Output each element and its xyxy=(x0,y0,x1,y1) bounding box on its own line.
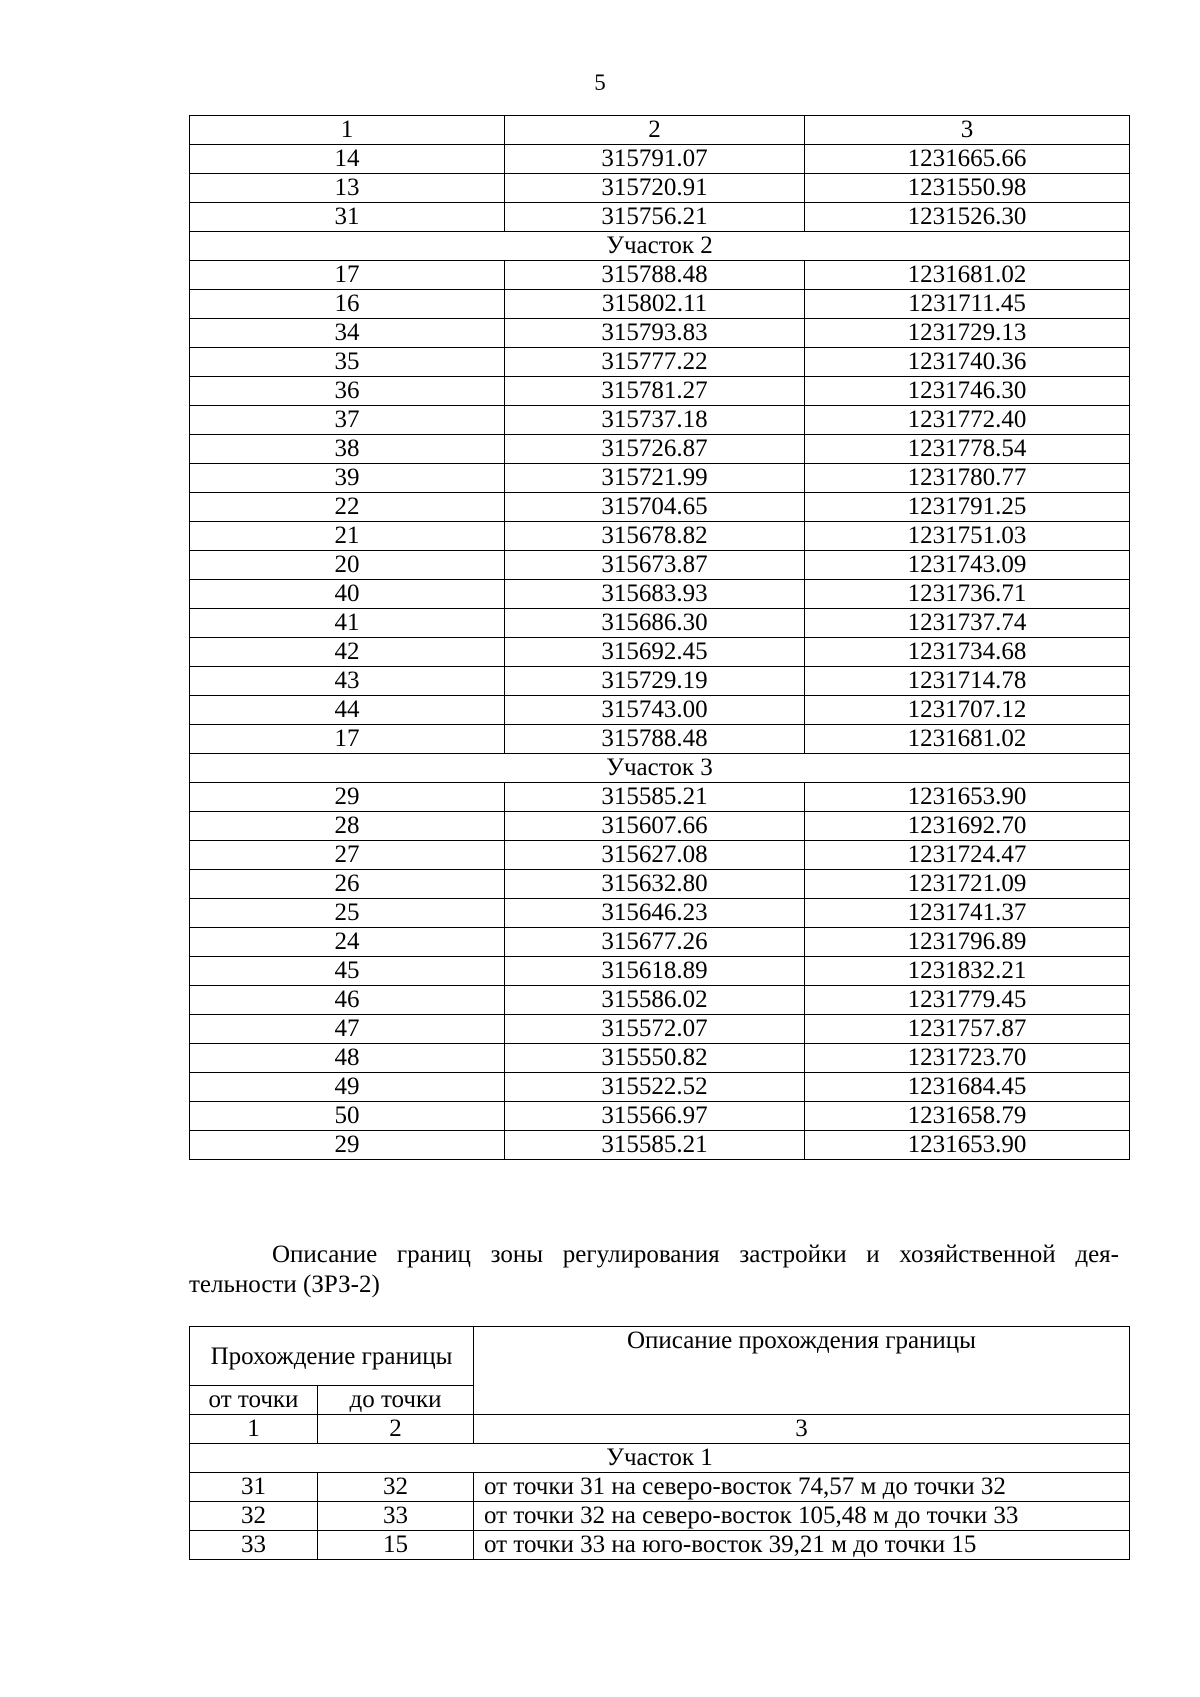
x-coordinate: 315777.22 xyxy=(505,348,805,377)
y-coordinate: 1231550.98 xyxy=(805,174,1130,203)
coordinates-header-row xyxy=(190,116,1130,145)
point-number: 22 xyxy=(190,493,505,522)
y-coordinate: 1231757.87 xyxy=(805,1015,1130,1044)
point-number: 14 xyxy=(190,145,505,174)
y-coordinate: 1231734.68 xyxy=(805,638,1130,667)
table-row xyxy=(190,348,1130,377)
table-row xyxy=(190,899,1130,928)
table-row xyxy=(190,638,1130,667)
table-row xyxy=(190,580,1130,609)
border-section-row xyxy=(190,1444,1130,1473)
point-number: 40 xyxy=(190,580,505,609)
section-label: Участок 1 xyxy=(190,1444,1130,1473)
coordinates-table xyxy=(189,115,1130,1160)
table-row xyxy=(190,783,1130,812)
y-coordinate: 1231736.71 xyxy=(805,580,1130,609)
description: от точки 33 на юго-восток 39,21 м до точки 15 xyxy=(474,1531,1130,1560)
y-coordinate: 1231721.09 xyxy=(805,870,1130,899)
y-coordinate: 1231751.03 xyxy=(805,522,1130,551)
x-coordinate: 315572.07 xyxy=(505,1015,805,1044)
coord-header-col-1: 1 xyxy=(190,116,505,145)
x-coordinate: 315586.02 xyxy=(505,986,805,1015)
y-coordinate: 1231741.37 xyxy=(805,899,1130,928)
point-number: 13 xyxy=(190,174,505,203)
zone-description-paragraph xyxy=(189,1240,1119,1300)
x-coordinate: 315692.45 xyxy=(505,638,805,667)
table-row xyxy=(190,725,1130,754)
point-number: 21 xyxy=(190,522,505,551)
table-row xyxy=(190,435,1130,464)
table-row xyxy=(190,290,1130,319)
y-coordinate: 1231681.02 xyxy=(805,725,1130,754)
y-coordinate: 1231779.45 xyxy=(805,986,1130,1015)
table-row xyxy=(190,319,1130,348)
x-coordinate: 315802.11 xyxy=(505,290,805,319)
y-coordinate: 1231714.78 xyxy=(805,667,1130,696)
y-coordinate: 1231832.21 xyxy=(805,957,1130,986)
y-coordinate: 1231653.90 xyxy=(805,1131,1130,1160)
border-colnum-row xyxy=(190,1415,1130,1444)
y-coordinate: 1231740.36 xyxy=(805,348,1130,377)
y-coordinate: 1231658.79 xyxy=(805,1102,1130,1131)
x-coordinate: 315788.48 xyxy=(505,261,805,290)
y-coordinate: 1231778.54 xyxy=(805,435,1130,464)
x-coordinate: 315673.87 xyxy=(505,551,805,580)
point-number: 17 xyxy=(190,261,505,290)
from-point: 31 xyxy=(190,1473,318,1502)
colnum-3: 3 xyxy=(474,1415,1130,1444)
x-coordinate: 315566.97 xyxy=(505,1102,805,1131)
section-row xyxy=(190,232,1130,261)
y-coordinate: 1231729.13 xyxy=(805,319,1130,348)
table-row xyxy=(190,667,1130,696)
x-coordinate: 315721.99 xyxy=(505,464,805,493)
table-row xyxy=(190,609,1130,638)
x-coordinate: 315646.23 xyxy=(505,899,805,928)
point-number: 43 xyxy=(190,667,505,696)
x-coordinate: 315607.66 xyxy=(505,812,805,841)
point-number: 37 xyxy=(190,406,505,435)
point-number: 16 xyxy=(190,290,505,319)
table-row xyxy=(190,1531,1130,1560)
table-row xyxy=(190,1044,1130,1073)
x-coordinate: 315743.00 xyxy=(505,696,805,725)
to-point: 33 xyxy=(318,1502,474,1531)
table-row xyxy=(190,377,1130,406)
point-number: 46 xyxy=(190,986,505,1015)
x-coordinate: 315793.83 xyxy=(505,319,805,348)
table-row xyxy=(190,145,1130,174)
coord-header-col-2: 2 xyxy=(505,116,805,145)
point-number: 26 xyxy=(190,870,505,899)
x-coordinate: 315618.89 xyxy=(505,957,805,986)
y-coordinate: 1231681.02 xyxy=(805,261,1130,290)
coord-header-col-3: 3 xyxy=(805,116,1130,145)
colnum-2: 2 xyxy=(318,1415,474,1444)
y-coordinate: 1231724.47 xyxy=(805,841,1130,870)
x-coordinate: 315729.19 xyxy=(505,667,805,696)
y-coordinate: 1231772.40 xyxy=(805,406,1130,435)
x-coordinate: 315632.80 xyxy=(505,870,805,899)
header-description: Описание прохождения границы xyxy=(474,1327,1130,1415)
x-coordinate: 315686.30 xyxy=(505,609,805,638)
table-row xyxy=(190,957,1130,986)
point-number: 17 xyxy=(190,725,505,754)
y-coordinate: 1231743.09 xyxy=(805,551,1130,580)
point-number: 28 xyxy=(190,812,505,841)
to-point: 32 xyxy=(318,1473,474,1502)
header-from-point: от точки xyxy=(190,1386,318,1415)
table-row xyxy=(190,464,1130,493)
x-coordinate: 315677.26 xyxy=(505,928,805,957)
x-coordinate: 315704.65 xyxy=(505,493,805,522)
point-number: 29 xyxy=(190,1131,505,1160)
y-coordinate: 1231796.89 xyxy=(805,928,1130,957)
x-coordinate: 315720.91 xyxy=(505,174,805,203)
section-label: Участок 3 xyxy=(190,754,1130,783)
to-point: 15 xyxy=(318,1531,474,1560)
x-coordinate: 315627.08 xyxy=(505,841,805,870)
table-row xyxy=(190,1502,1130,1531)
point-number: 24 xyxy=(190,928,505,957)
table-row xyxy=(190,406,1130,435)
border-header-row-1 xyxy=(190,1327,1130,1386)
x-coordinate: 315791.07 xyxy=(505,145,805,174)
table-row xyxy=(190,1131,1130,1160)
x-coordinate: 315683.93 xyxy=(505,580,805,609)
x-coordinate: 315726.87 xyxy=(505,435,805,464)
y-coordinate: 1231684.45 xyxy=(805,1073,1130,1102)
table-row xyxy=(190,261,1130,290)
section-label: Участок 2 xyxy=(190,232,1130,261)
y-coordinate: 1231707.12 xyxy=(805,696,1130,725)
paragraph-line-1: Описание границ зоны регулирования застройки и хозяйственной дея- xyxy=(272,1241,1119,1268)
table-row xyxy=(190,1015,1130,1044)
table-row xyxy=(190,986,1130,1015)
x-coordinate: 315781.27 xyxy=(505,377,805,406)
border-description-table xyxy=(189,1326,1130,1560)
point-number: 41 xyxy=(190,609,505,638)
point-number: 29 xyxy=(190,783,505,812)
from-point: 32 xyxy=(190,1502,318,1531)
point-number: 42 xyxy=(190,638,505,667)
page-number: 5 xyxy=(594,70,606,95)
x-coordinate: 315522.52 xyxy=(505,1073,805,1102)
table-row xyxy=(190,1073,1130,1102)
table-row xyxy=(190,551,1130,580)
point-number: 45 xyxy=(190,957,505,986)
coordinates-body xyxy=(190,145,1130,1160)
y-coordinate: 1231723.70 xyxy=(805,1044,1130,1073)
x-coordinate: 315737.18 xyxy=(505,406,805,435)
table-row xyxy=(190,1102,1130,1131)
point-number: 25 xyxy=(190,899,505,928)
table-row xyxy=(190,696,1130,725)
point-number: 39 xyxy=(190,464,505,493)
colnum-1: 1 xyxy=(190,1415,318,1444)
point-number: 50 xyxy=(190,1102,505,1131)
point-number: 34 xyxy=(190,319,505,348)
y-coordinate: 1231711.45 xyxy=(805,290,1130,319)
y-coordinate: 1231665.66 xyxy=(805,145,1130,174)
x-coordinate: 315550.82 xyxy=(505,1044,805,1073)
table-row xyxy=(190,174,1130,203)
y-coordinate: 1231746.30 xyxy=(805,377,1130,406)
table-row xyxy=(190,928,1130,957)
y-coordinate: 1231653.90 xyxy=(805,783,1130,812)
point-number: 27 xyxy=(190,841,505,870)
section-row xyxy=(190,754,1130,783)
table-row xyxy=(190,203,1130,232)
header-passage: Прохождение границы xyxy=(190,1327,474,1386)
point-number: 36 xyxy=(190,377,505,406)
header-to-point: до точки xyxy=(318,1386,474,1415)
table-row xyxy=(190,870,1130,899)
table-row xyxy=(190,812,1130,841)
y-coordinate: 1231526.30 xyxy=(805,203,1130,232)
x-coordinate: 315756.21 xyxy=(505,203,805,232)
x-coordinate: 315788.48 xyxy=(505,725,805,754)
description: от точки 31 на северо-восток 74,57 м до точки 32 xyxy=(474,1473,1130,1502)
point-number: 20 xyxy=(190,551,505,580)
x-coordinate: 315585.21 xyxy=(505,1131,805,1160)
y-coordinate: 1231692.70 xyxy=(805,812,1130,841)
x-coordinate: 315678.82 xyxy=(505,522,805,551)
y-coordinate: 1231791.25 xyxy=(805,493,1130,522)
from-point: 33 xyxy=(190,1531,318,1560)
point-number: 38 xyxy=(190,435,505,464)
point-number: 31 xyxy=(190,203,505,232)
paragraph-line-2: тельности (ЗРЗ-2) xyxy=(189,1271,380,1298)
point-number: 47 xyxy=(190,1015,505,1044)
point-number: 49 xyxy=(190,1073,505,1102)
table-row xyxy=(190,493,1130,522)
table-row xyxy=(190,522,1130,551)
y-coordinate: 1231737.74 xyxy=(805,609,1130,638)
table-row xyxy=(190,841,1130,870)
description: от точки 32 на северо-восток 105,48 м до точки 33 xyxy=(474,1502,1130,1531)
point-number: 48 xyxy=(190,1044,505,1073)
point-number: 35 xyxy=(190,348,505,377)
y-coordinate: 1231780.77 xyxy=(805,464,1130,493)
table-row xyxy=(190,1473,1130,1502)
x-coordinate: 315585.21 xyxy=(505,783,805,812)
point-number: 44 xyxy=(190,696,505,725)
